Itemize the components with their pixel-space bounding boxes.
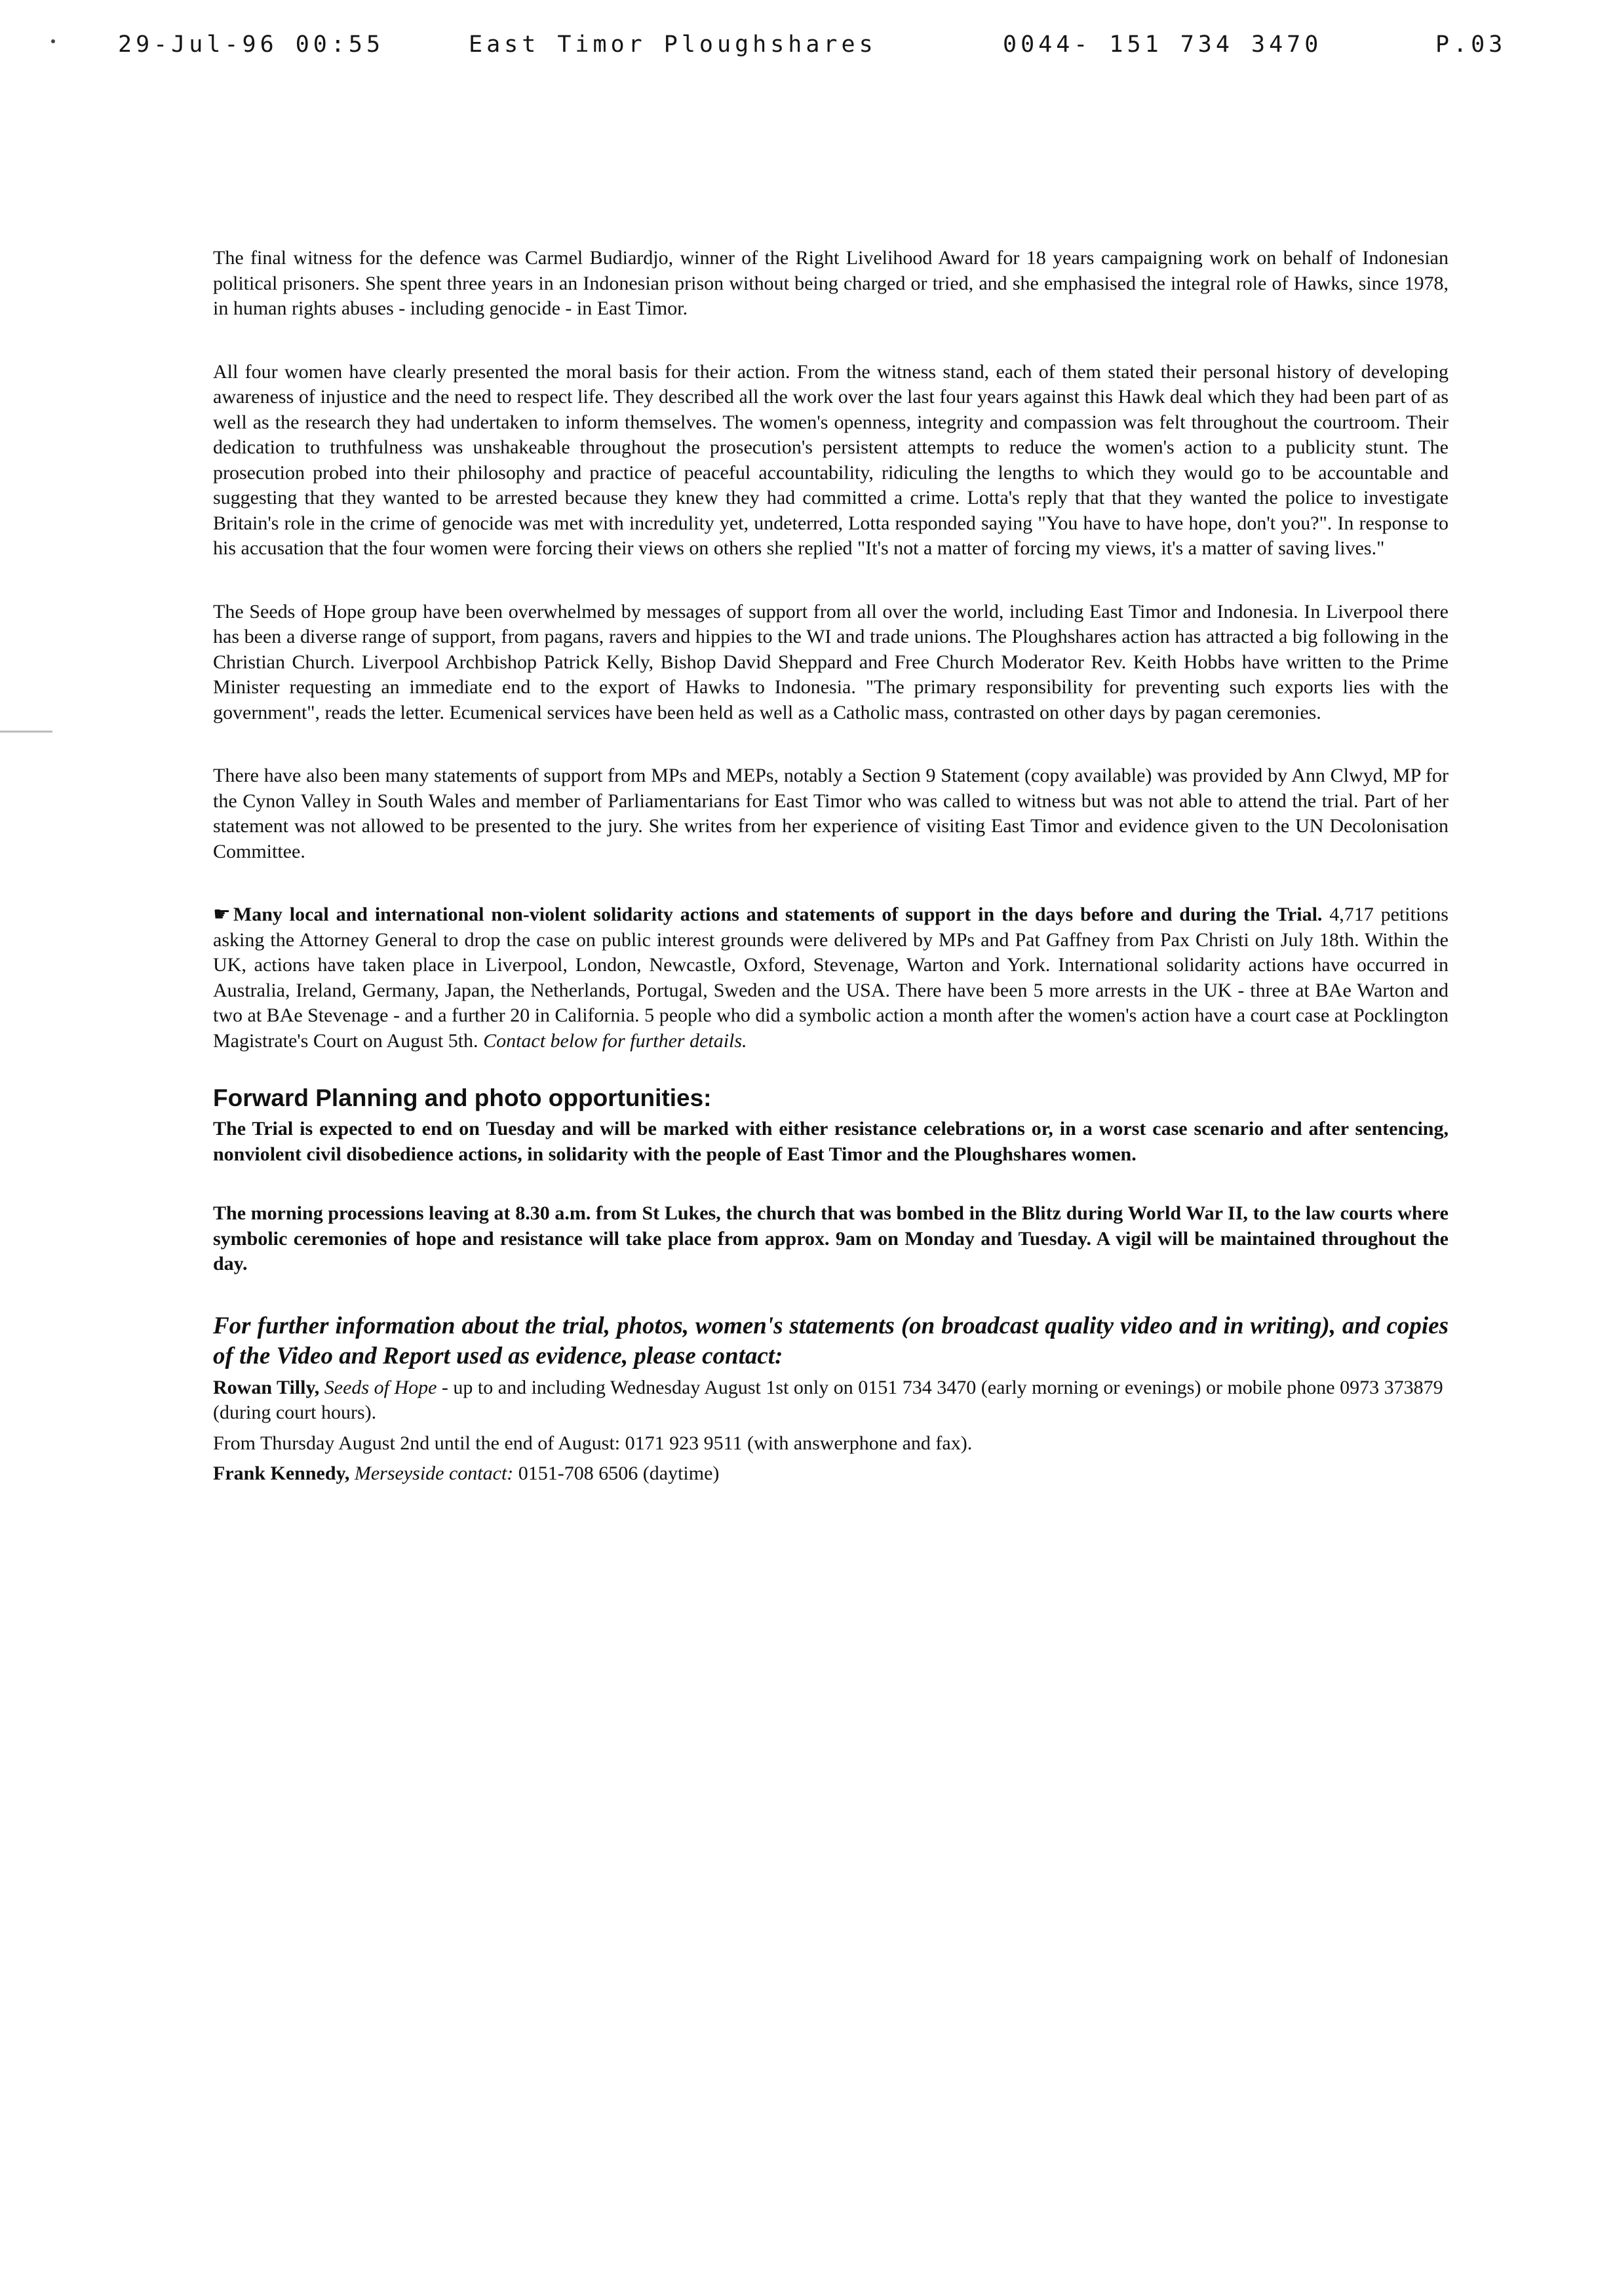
paragraph-mp-statements: There have also been many statements of support from MPs and MEPs, notably a Section 9 Statement (copy available) was provided by Ann Clwyd, MP for the Cynon Valley in South Wales and member of Parliamentarians for East Timor who was called to witness but was not able to attend the trial. Part of her statement was not allowed to be presented to the jury. She writes from her experience of visiting East Timor and evidence given to the UN Decolonisation Committee. — [213, 765, 1449, 862]
fax-sender: East Timor Ploughshares — [469, 31, 877, 58]
solidarity-actions-lead: Many local and international non-violent solidarity actions and statements of support in the days before and during the Trial. — [233, 904, 1323, 925]
contact-rowan-tilly — [213, 1375, 1449, 1426]
fax-datetime: 29-Jul-96 00:55 — [118, 31, 385, 58]
fax-phone-number: 0044- 151 734 3470 — [1003, 31, 1323, 58]
paragraph-four-women: All four women have clearly presented the moral basis for their action. From the witness stand, each of them stated their personal history of developing awareness of injustice and the need to respect life. They described all the work over the last four years against this Hawk deal which they had been part of as well as the research they had undertaken to inform themselves. The women's openness, integrity and compassion was felt throughout the courtroom. Their dedication to truthfulness was unshakeable throughout the prosecution's persistent attempts to reduce the women's action to a publicity stunt. The prosecution probed into their philosophy and practice of peaceful accountability, ridiculing the lengths to which they would go to be accountable and suggesting that they wanted to be arrested because they knew they had committed a crime. Lotta's reply that that they wanted the police to investigate Britain's role in the crime of genocide was met with incredulity yet, undeterred, Lotta responded saying "You have to have hope, don't you?". In response to his accusation that the four women were forcing their views on others she replied "It's not a matter of forcing my views, it's a matter of saving lives." — [213, 360, 1449, 559]
contact-frank-kennedy — [213, 1461, 1449, 1487]
solidarity-actions-contact-note: Contact below for further details. — [483, 1029, 747, 1052]
paragraph-seeds-of-hope-support: The Seeds of Hope group have been overwhelmed by messages of support from all over the world, including East Timor and Indonesia. In Liverpool there has been a diverse range of support, from pagans, ravers and hippies to the WI and trade unions. The Ploughshares action has attracted a big following in the Christian Church. Liverpool Archbishop Patrick Kelly, Bishop David Sheppard and Free Church Moderator Rev. Keith Hobbs have written to the Prime Minister requesting an immediate end to the export of Hawks to Indonesia. "The primary responsibility for preventing such exports lies with the government", reads the letter. Ecumenical services have been held as well as a Catholic mass, contrasted on other days by pagan ceremonies. — [213, 600, 1449, 723]
contact-thursday-line: From Thursday August 2nd until the end of August: 0171 923 9511 (with answerphone and fax). — [213, 1432, 973, 1454]
forward-planning-heading: Forward Planning and photo opportunities: — [213, 1084, 712, 1111]
contact-frank-name: Frank Kennedy, — [213, 1463, 350, 1484]
contact-frank-org: Merseyside contact: — [354, 1463, 514, 1484]
pointing-hand-icon: ☛ — [213, 904, 231, 925]
scan-edge-mark — [0, 731, 52, 733]
contact-frank-details: 0151-708 6506 (daytime) — [518, 1463, 720, 1484]
contact-rowan-details: - up to and including Wednesday August 1st only on 0151 734 3470 (early morning or evenings) or mobile phone 0973 373879 (during court hours). — [213, 1376, 1443, 1423]
forward-planning-trial-end: The Trial is expected to end on Tuesday and will be marked with either resistance celebrations or, in a worst case scenario and after sentencing, nonviolent civil disobedience actions, in solidarity with the people of East Timor and the Ploughshares women. — [213, 1118, 1449, 1165]
document-body — [213, 246, 1449, 1487]
fax-header — [0, 25, 1615, 71]
contact-rowan-org: Seeds of Hope — [324, 1376, 437, 1398]
contact-rowan-name: Rowan Tilly, — [213, 1376, 320, 1398]
paragraph-final-witness: The final witness for the defence was Carmel Budiardjo, winner of the Right Livelihood Award for 18 years campaigning work on behalf of Indonesian political prisoners. She spent three years in an Indonesian prison without being charged or tried, and she emphasised the integral role of Hawks, since 1978, in human rights abuses - including genocide - in East Timor. — [213, 247, 1449, 319]
forward-planning-processions: The morning processions leaving at 8.30 a.m. from St Lukes, the church that was bombed in the Blitz during World War II, to the law courts where symbolic ceremonies of hope and resistance will take place from approx. 9am on Monday and Tuesday. A vigil will be maintained throughout the day. — [213, 1202, 1449, 1274]
fax-page-number: P.03 — [1435, 31, 1507, 58]
solidarity-actions-body: 4,717 petitions asking the Attorney General to drop the case on public interest grounds were delivered by MPs and Pat Gaffney from Pax Christi on July 18th. Within the UK, actions have taken place in Liverpool, London, Newcastle, Oxford, Stevenage, Warton and York. International solidarity actions have occurred in Australia, Ireland, Germany, Japan, the Netherlands, Portugal, Sweden and the USA. There have been 5 more arrests in the UK - three at BAe Warton and two at BAe Stevenage - and a further 20 in California. 5 people who did a symbolic action a month after the women's action have a court case at Pocklington Magistrate's Court on August 5th. — [213, 904, 1449, 1052]
contact-intro: For further information about the trial, photos, women's statements (on broadcast quality video and in writing), and copies of the Video and Report used as evidence, please contact: — [213, 1312, 1449, 1369]
paragraph-solidarity-actions — [213, 902, 1449, 1054]
